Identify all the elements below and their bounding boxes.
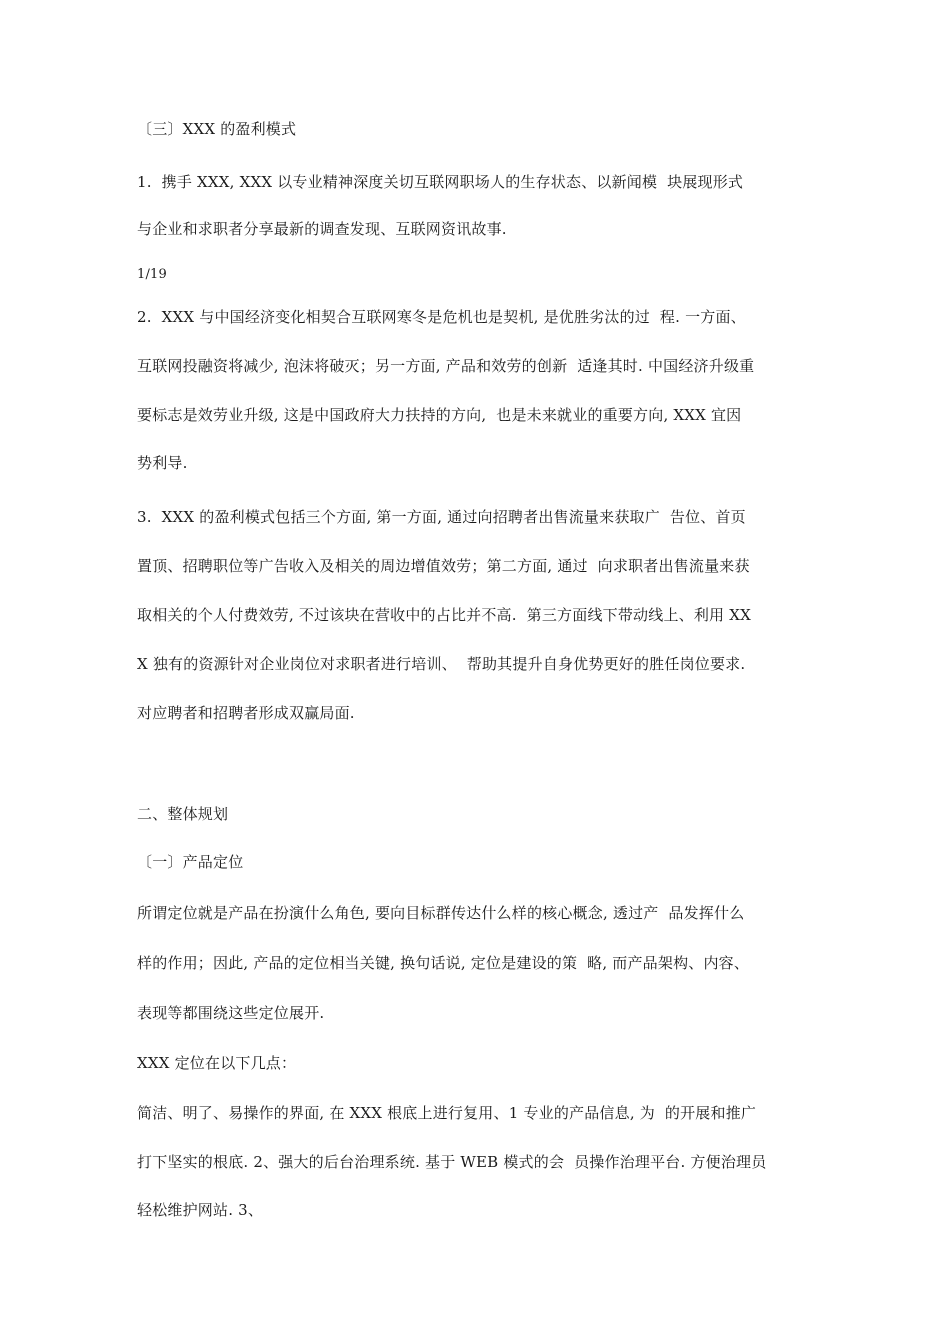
page-number: 1/19	[137, 267, 167, 282]
section-heading-profit-model: 〔三〕XXX 的盈利模式	[137, 120, 297, 138]
part-2-heading: 二、整体规划	[137, 805, 229, 823]
points-line-2: 打下坚实的根底. 2、强大的后台治理系统. 基于 WEB 模式的会 员操作治理平台. 方便治理员	[137, 1153, 767, 1171]
item-2-line-1: 2. XXX 与中国经济变化相契合互联网寒冬是危机也是契机, 是优胜劣汰的过 程. 一方面、	[137, 308, 746, 326]
item-2-line-3: 要标志是效劳业升级, 这是中国政府大力扶持的方向, 也是未来就业的重要方向, XXX 宜因	[137, 406, 742, 424]
positioning-line-2: 样的作用；因此, 产品的定位相当关键, 换句话说, 定位是建设的策 略, 而产品架构、内容、	[137, 954, 750, 972]
item-3-line-2: 置顶、招聘职位等广告收入及相关的周边增值效劳；第二方面, 通过 向求职者出售流量来获	[137, 557, 750, 575]
product-positioning-heading: 〔一〕产品定位	[137, 853, 244, 871]
positioning-line-1: 所谓定位就是产品在扮演什么角色, 要向目标群传达什么样的核心概念, 透过产 品发挥什么	[137, 904, 745, 922]
positioning-line-3: 表现等都围绕这些定位展开.	[137, 1004, 325, 1022]
item-2-line-4: 势利导.	[137, 454, 188, 472]
item-1-line-2: 与企业和求职者分享最新的调查发现、互联网资讯故事.	[137, 220, 507, 238]
points-line-1: 简洁、明了、易操作的界面, 在 XXX 根底上进行复用、1 专业的产品信息, 为 的开展和推广	[137, 1104, 757, 1122]
positioning-points-intro: XXX 定位在以下几点：	[137, 1054, 297, 1072]
item-3-line-1: 3. XXX 的盈利模式包括三个方面, 第一方面, 通过向招聘者出售流量来获取广 告位、首页	[137, 508, 746, 526]
item-3-line-5: 对应聘者和招聘者形成双赢局面.	[137, 704, 355, 722]
points-line-3: 轻松维护网站. 3、	[137, 1201, 264, 1219]
item-1-line-1: 1. 携手 XXX, XXX 以专业精神深度关切互联网职场人的生存状态、以新闻模 块展现形式	[137, 173, 744, 191]
item-3-line-3: 取相关的个人付费效劳, 不过该块在营收中的占比并不高. 第三方面线下带动线上、利用 XX	[137, 606, 751, 624]
item-3-line-4: X 独有的资源针对企业岗位对求职者进行培训、 帮助其提升自身优势更好的胜任岗位要求.	[137, 655, 746, 673]
item-2-line-2: 互联网投融资将减少, 泡沫将破灭；另一方面, 产品和效劳的创新 适逢其时. 中国经济升级重	[137, 357, 755, 375]
